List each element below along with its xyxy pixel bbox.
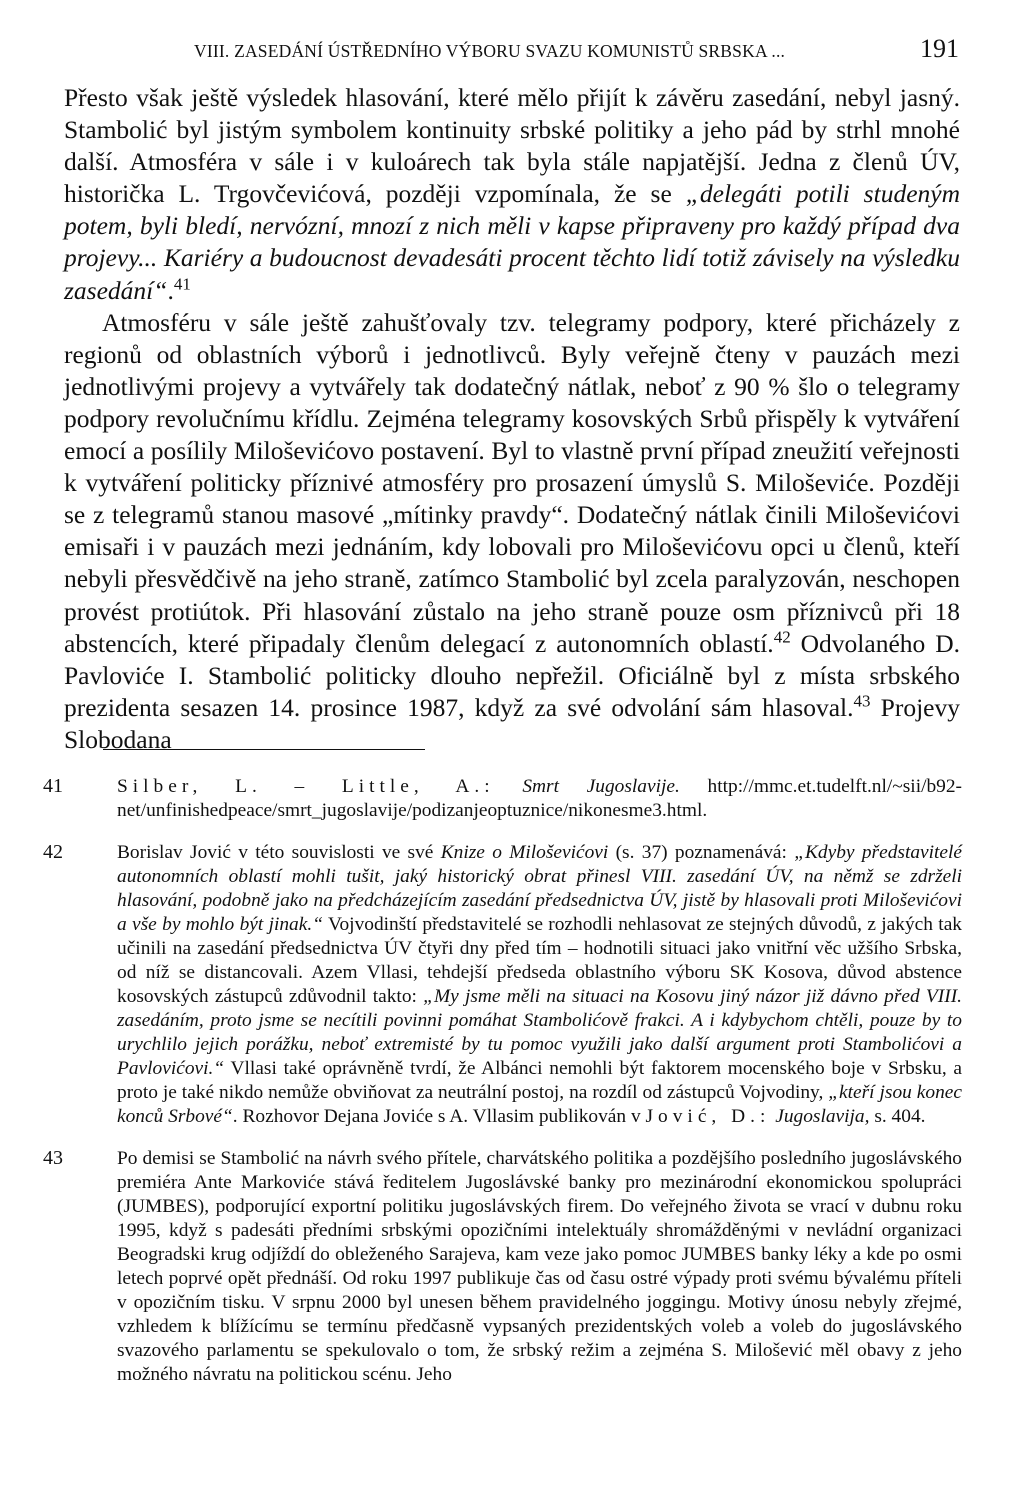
footnote-text: Po demisi se Stambolić na návrh svého přítele, charvátského politika a pozdějšího posledního jugoslávského premiéra Ante Markoviće stává ředitelem Jugoslávské banky pro mezinárodní ekonomickou spolupráci (JUMBES), podporující exportní politiku jugoslávských firem. Do veřejného života se vrací v dubnu roku 1995, když s padesáti předními srbskými opozičními intelektuály shromážděnými v nevládní organizaci Beogradski krug odjíždí do obleženého Sarajeva, kam veze jako pomoc JUMBES banky léky a kde po osmi letech poprvé opět přednáší. Od roku 1997 publikuje čas od času ostré výpady proti svému bývalému příteli v opozičním tisku. V srpnu 2000 byl unesen během pravidelného joggingu. Motivy únosu nebyly zřejmé, vzhledem k blížícímu se termínu předčasně vypsaných prezidentských voleb a voleb do jugoslávského svazového parlamentu se spekulovalo o tom, že srbský režim a zejména S. Milošević měl obavy z jeho možného návratu na politickou scénu. Jeho [117, 1148, 962, 1385]
quotation: „delegáti potili studeným potem, byli bledí, nervózní, mnozí z nich měli v kapse připraveny pro každý případ dva projevy... Kariéry a budoucnost devadesáti procent těchto lidí totiž závisely na výsledku zasedání“ [64, 179, 960, 305]
footnote-segment: . Rozhovor Dejana Joviće s A. Vllasim publikován v [232, 1106, 646, 1127]
footnote-segment: Vllasi také oprávněně tvrdí, že Albánci nemohli být faktorem mocenského boje v Srbsku, a proto je také nikdo nemůže obviňovat za neutrální postoj, na rozdíl od zástupců Vojvodiny, [117, 1058, 962, 1103]
footnote-ref-43[interactable]: 43 [853, 691, 871, 711]
footnote-41 [40, 775, 962, 823]
footnote-number: 43 [43, 1147, 63, 1169]
journal-title: Jugoslavija, [770, 1106, 870, 1127]
book-title: Knize o Miloševićovi [440, 842, 609, 863]
footnote-author: Jović, D.: [645, 1106, 771, 1127]
paragraph-1-end: . [167, 275, 174, 305]
footnote-segment: s. 404. [869, 1106, 926, 1127]
main-text [64, 82, 960, 756]
footnote-divider [103, 749, 425, 750]
footnote-url[interactable]: http://mmc.et.tudelft.nl/~sii/b92-net/unfinishedpeace/smrt_jugoslavije/podizanjeoptuznice/nikonesme3.html. [117, 776, 963, 821]
footnote-42 [40, 841, 962, 1129]
footnote-author: Silber, L. – Little, A.: [117, 776, 495, 797]
footnote-number: 41 [43, 775, 63, 797]
footnotes [40, 775, 962, 1405]
footnote-segment: Vojvodinští představitelé se rozhodli nehlasovat ze stejných důvodů, z jakých tak učinili na zasedání předsednictva ÚV čtyři dny před tím – hodnotili situaci jako vnitřní věc užšího Srbska, od níž se distancovali. Azem Vllasi, tehdejší předseda oblastního výboru SK Kosova, důvod abstence kosovských zástupců zdůvodnil takto: [117, 914, 962, 1007]
footnote-ref-41[interactable]: 41 [173, 274, 191, 294]
paragraph-2 [64, 307, 960, 756]
footnote-text [117, 775, 962, 823]
quotation-jovic: „Kdyby představitelé autonomních oblastí mohli tušit, jaký historický obrat přinesl VIII. zasedání ÚV, na němž se zdrželi hlasování, podobně jako na předcházejícím zasedání předsednictva ÚV, jistě by hlasovali proti Miloševićovi a vše by mohlo být jinak.“ [117, 842, 963, 935]
footnote-title: Smrt Jugoslavije. [522, 776, 680, 797]
quotation-vllasi: „My jsme měli na situaci na Kosovu jiný názor již dávno před VIII. zasedáním, proto jsme se necítili povinni pomáhat Stambolićově frakci. A i kdybychom chtěli, pouze by to urychlilo jejich porážku, neboť extremisté by tu pomoc využili jako další argument proti Stambolićovi a Pavlovićovi.“ [117, 986, 963, 1079]
paragraph-1-text: Přesto však ještě výsledek hlasování, které mělo přijít k závěru zasedání, nebyl jasný. Stambolić byl jistým symbolem kontinuity srbské politiky a jeho pád by strhl mnohé další. Atmosféra v sále i v kuloárech tak byla stále napjatější. Jedna z členů ÚV, historička L. Trgovčevićová, později vzpomínala, že se [64, 83, 960, 209]
footnote-segment: Borislav Jović v této souvislosti ve své [117, 842, 441, 863]
footnote-ref-42[interactable]: 42 [773, 627, 791, 647]
paragraph-1 [64, 82, 960, 307]
footnote-number: 42 [43, 841, 63, 863]
footnote-segment: (s. 37) poznamenává: [608, 842, 795, 863]
paragraph-2-text-cont: Odvolaného D. Pavloviće I. Stambolić politicky dlouho nepřežil. Oficiálně byl z místa srbského prezidenta sesazen 14. prosince 1987, když za své odvolání sám hlasoval. [64, 628, 960, 722]
paragraph-2-text: Atmosféru v sále ještě zahušťovaly tzv. telegramy podpory, které přicházely z regionů od oblastních výborů i jednotlivců. Byly veřejně čteny v pauzách mezi jednotlivými projevy a vytvářely tak dodatečný nátlak, neboť z 90 % šlo o telegramy podpory revolučnímu křídlu. Zejména telegramy kosovských Srbů přispěly k vytváření emocí a posílily Miloševićovo postavení. Byl to vlastně první případ zneužití veřejnosti k vytváření politicky příznivé atmosféry pro prosazení úmyslů S. Miloševiće. Později se z telegramů stanou masové „mítinky pravdy“. Dodatečný nátlak činili Miloševićovi emisaři i v pauzách mezi jednáním, kdy lobovali pro Miloševićovu opci u členů, kteří nebyli přesvědčivě na jeho straně, zatímco Stambolić byl zcela paralyzován, neschopen provést protiútok. Při hlasování zůstalo na jeho straně pouze osm příznivců při 18 abstencích, které připadaly členům delegací z autonomních oblastí. [64, 307, 960, 658]
quotation-srbove: „kteří jsou konec konců Srbové“ [117, 1082, 962, 1127]
footnote-43 [40, 1147, 962, 1387]
page-header [194, 34, 959, 68]
footnote-text [117, 841, 962, 1129]
page-number: 191 [920, 34, 959, 63]
running-title: VIII. ZASEDÁNÍ ÚSTŘEDNÍHO VÝBORU SVAZU KOMUNISTŮ SRBSKA ... [194, 41, 786, 61]
paragraph-2-text-end: Projevy Slobodana [64, 692, 961, 754]
